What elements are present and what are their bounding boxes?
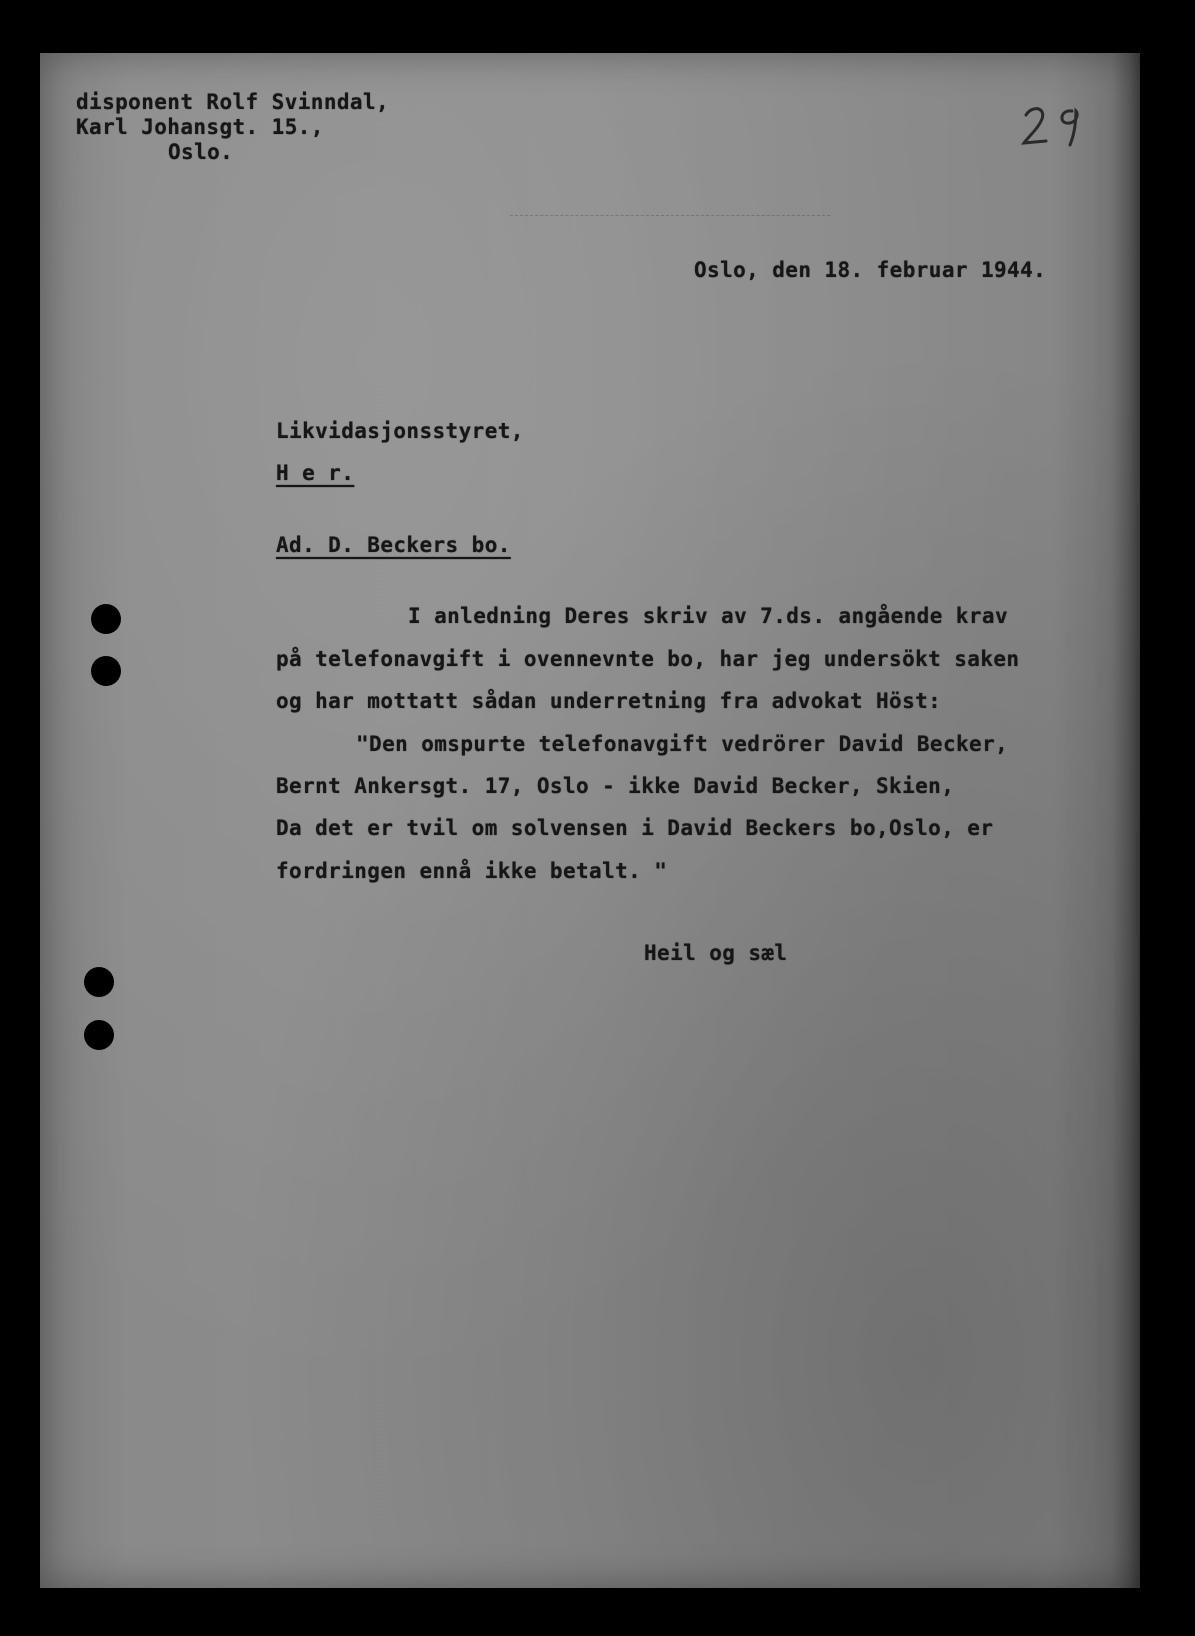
quote-line-4: fordringen ennå ikke betalt. " <box>276 859 668 883</box>
punch-hole-2 <box>91 656 121 686</box>
sender-name: disponent Rolf Svinndal, <box>76 90 390 114</box>
faint-rule <box>510 215 830 216</box>
punch-hole-4 <box>84 1020 114 1050</box>
sender-street: Karl Johansgt. 15., <box>76 115 324 139</box>
body-line-3: og har mottatt sådan underretning fra advokat Höst: <box>276 689 942 713</box>
quote-line-3: Da det er tvil om solvensen i David Beckers bo,Oslo, er <box>276 816 994 840</box>
sender-city: Oslo. <box>168 140 234 164</box>
punch-hole-1 <box>91 604 121 634</box>
quote-line-1: "Den omspurte telefonavgift vedrörer David Becker, <box>356 732 1009 756</box>
quote-line-2: Bernt Ankersgt. 17, Oslo - ikke David Becker, Skien, <box>276 774 955 798</box>
punch-hole-3 <box>84 967 114 997</box>
recipient-name: Likvidasjonsstyret, <box>276 419 524 443</box>
paper-edge-shadow <box>1112 53 1140 1588</box>
letter-sheet <box>40 53 1140 1588</box>
body-line-1: I anledning Deres skriv av 7.ds. angående krav <box>408 604 1008 628</box>
date-line: Oslo, den 18. februar 1944. <box>694 258 1047 282</box>
archive-number-handwritten <box>1020 103 1090 147</box>
subject-line: Ad. D. Beckers bo. <box>276 533 511 557</box>
recipient-place: H e r. <box>276 461 355 485</box>
closing-salutation: Heil og sæl <box>644 941 788 965</box>
body-line-2: på telefonavgift i ovennevnte bo, har jeg undersökt saken <box>276 647 1020 671</box>
